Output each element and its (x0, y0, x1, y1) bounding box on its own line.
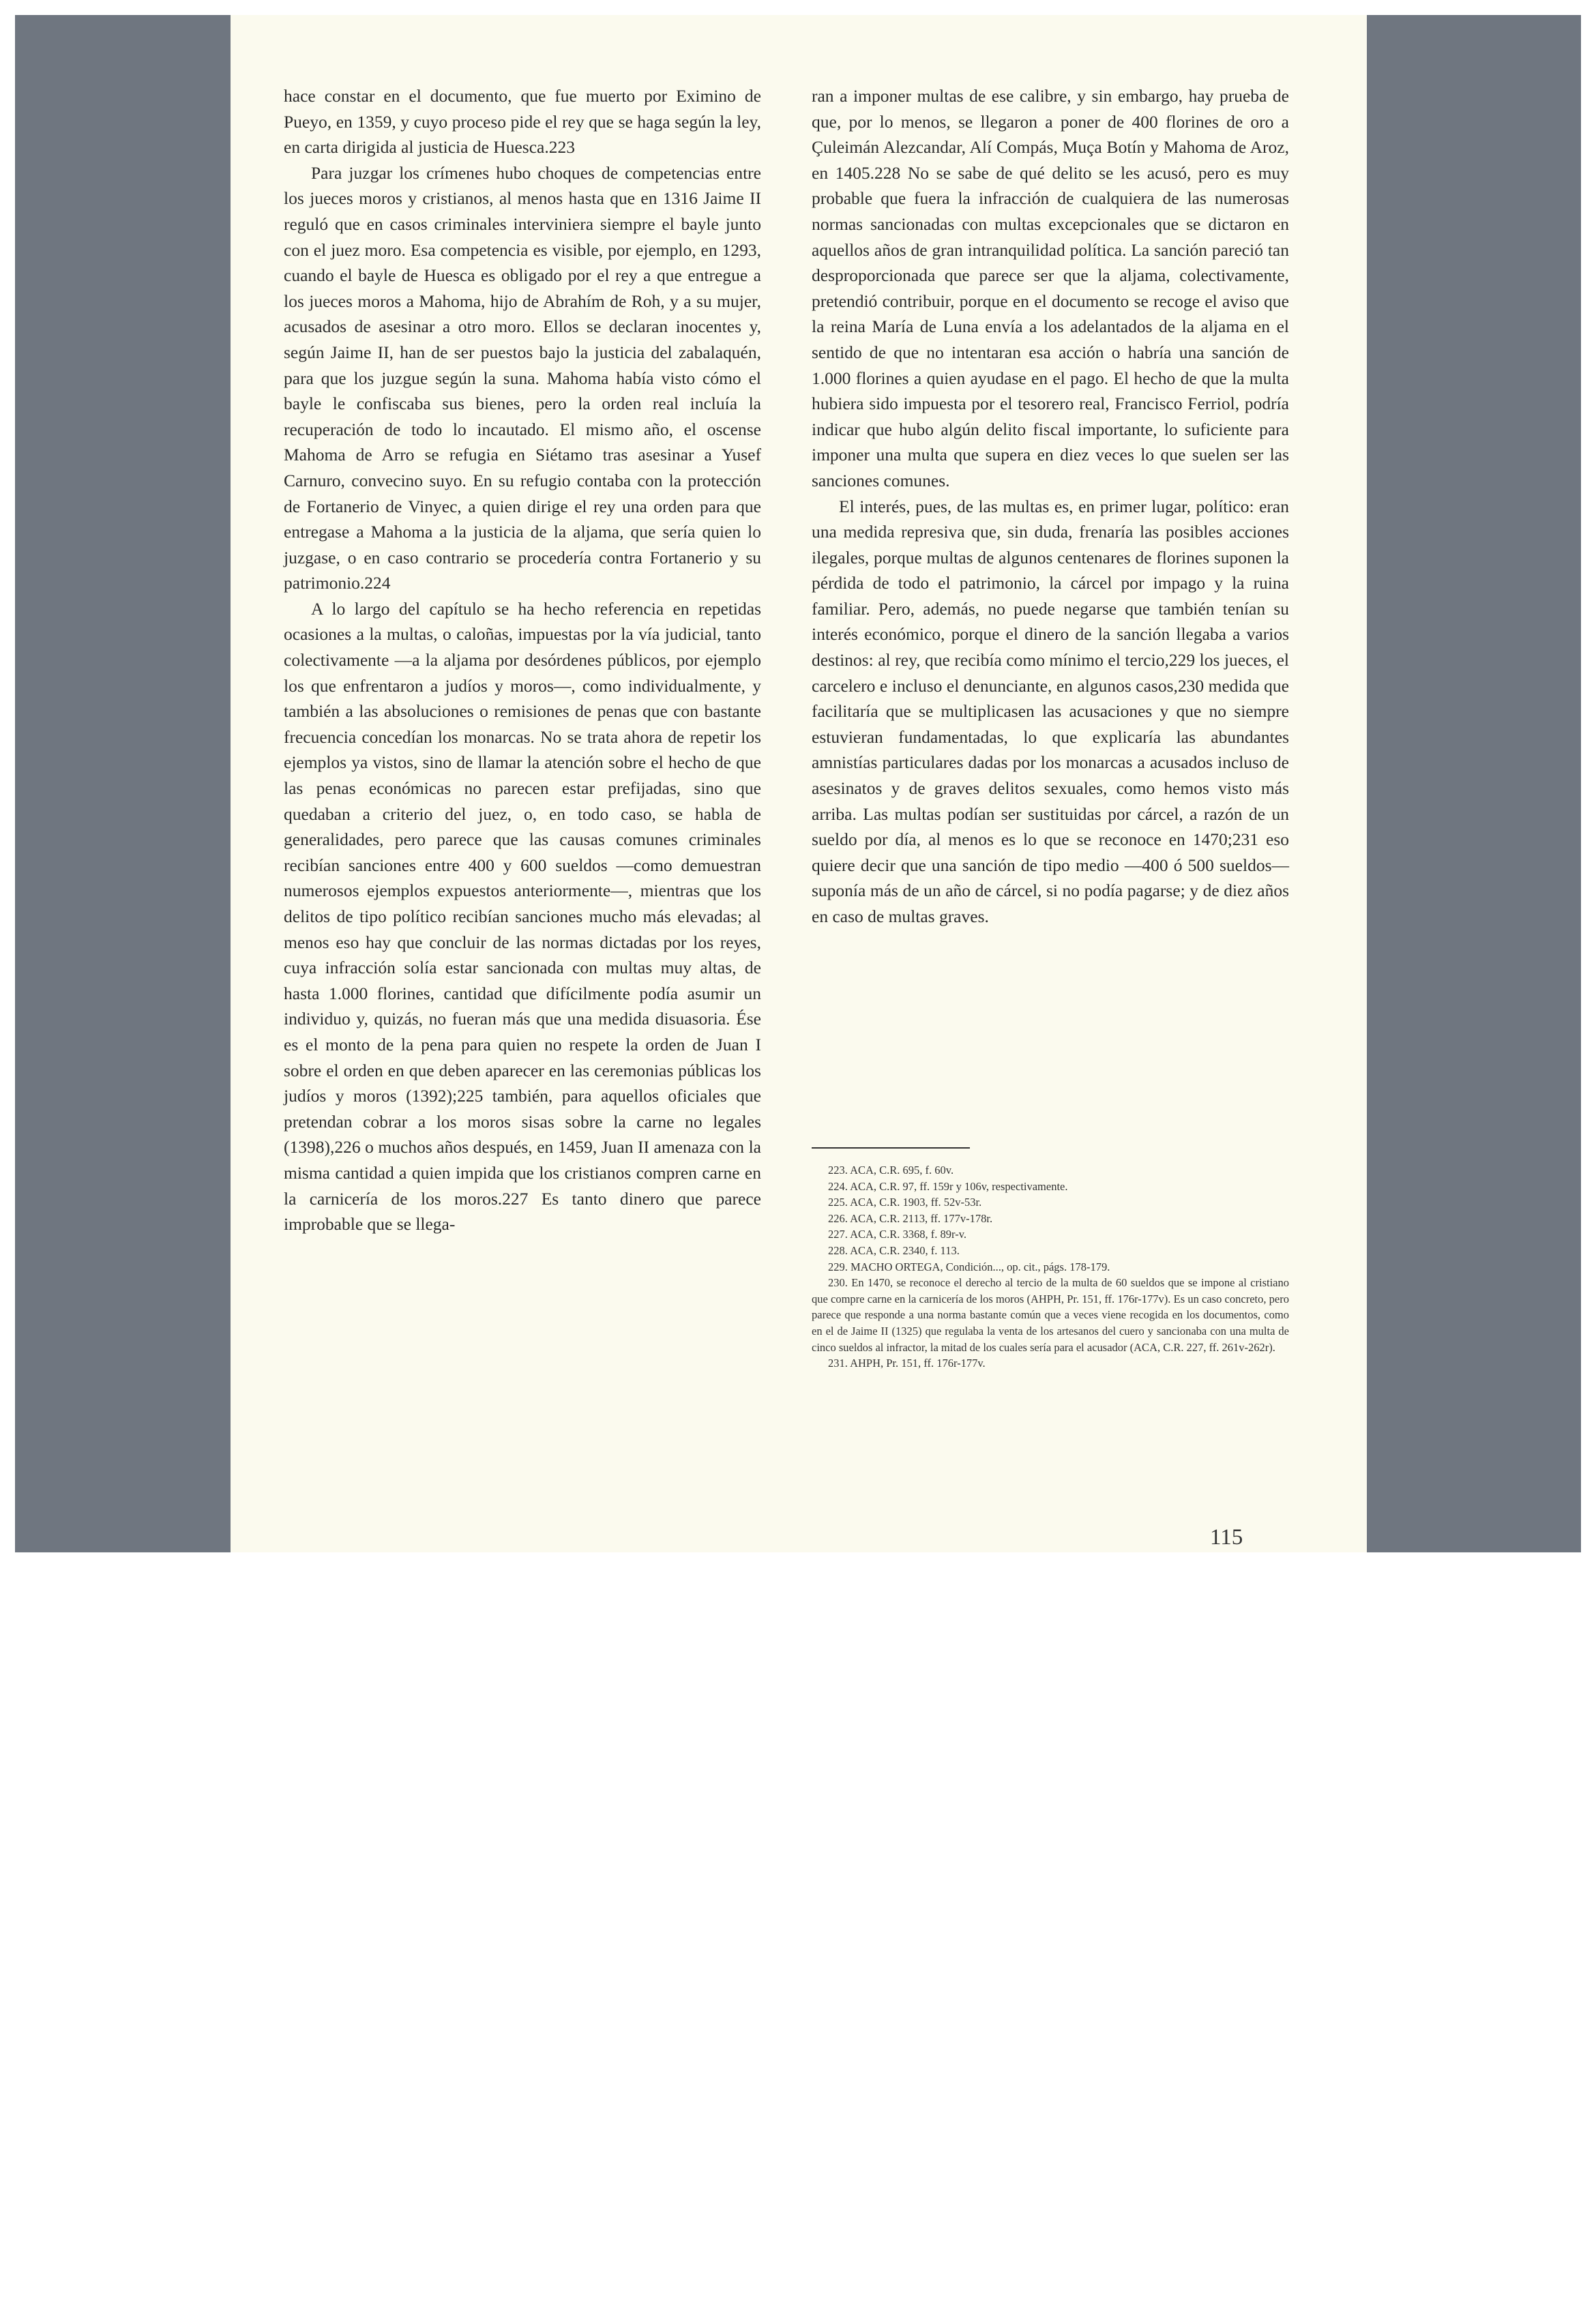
footnote: 228. ACA, C.R. 2340, f. 113. (828, 1243, 960, 1257)
left-text-column (284, 83, 761, 1237)
footnotes (812, 1147, 1289, 1372)
footnote: 225. ACA, C.R. 1903, ff. 52v-53r. (828, 1196, 982, 1209)
footnote-separator (812, 1147, 970, 1149)
footnote: 230. En 1470, se reconoce el derecho al tercio de la multa de 60 sueldos que se impone al cristiano que compre carne en la carnicería de los moros (AHPH, Pr. 151, ff. 176r-177v). Es un caso concreto, pero parece que responde a una norma bastante común que a veces viene recogida en los documentos, como en el de Jaime II (1325) que regulaba la venta de los artesanos del cuero y sancionaba con una multa de cinco sueldos al infractor, la mitad de los cuales sería para el acusador (ACA, C.R. 227, ff. 261v-262r). (812, 1276, 1289, 1354)
paragraph: ran a imponer multas de ese calibre, y sin embargo, hay prueba de que, por lo menos, se llegaron a poner de 400 florines de oro a Çuleimán Alezcandar, Alí Compás, Muça Botín y Mahoma de Aroz, en 1405.228 No se sabe de qué delito se les acusó, pero es muy probable que fuera la infracción de cualquiera de las numerosas normas sancionadas con multas excepcionales que se dictaron en aquellos años de gran intranquilidad política. La sanción pareció tan desproporcionada que parece ser que la aljama, colectivamente, pretendió contribuir, porque en el documento se recoge el aviso que la reina María de Luna envía a los adelantados de la aljama en el sentido de que no intentaran esa acción o habría una sanción de 1.000 florines a quien ayudase en el pago. El hecho de que la multa hubiera sido impuesta por el tesorero real, Francisco Ferriol, podría indicar que hubo algún delito fiscal importante, lo suficiente para imponer una multa que supera en diez veces lo que suelen ser las sanciones comunes. (812, 86, 1289, 490)
footnote: 227. ACA, C.R. 3368, f. 89r-v. (828, 1228, 967, 1241)
paragraph: El interés, pues, de las multas es, en primer lugar, político: eran una medida represiva que, sin duda, frenaría las posibles acciones ilegales, porque multas de algunos centenares de florines suponen la pérdida de todo el patrimonio, la cárcel por impago y la ruina familiar. Pero, además, no puede negarse que también tenían su interés económico, porque el dinero de la sanción llegaba a varios destinos: al rey, que recibía como mínimo el tercio,229 los jueces, el carcelero e incluso el denunciante, en algunos casos,230 medida que facilitaría que se multiplicasen las acusaciones y que no siempre estuvieran fundamentadas, lo que explicaría las abundantes amnistías particulares dadas por los monarcas a acusados incluso de asesinatos y de graves delitos sexuales, como hemos visto más arriba. Las multas podían ser sustituidas por cárcel, a razón de un sueldo por día, al menos es lo que se reconoce en 1470;231 eso quiere decir que una sanción de tipo medio —400 ó 500 sueldos— suponía más de un año de cárcel, si no podía pagarse; y de diez años en caso de multas graves. (812, 496, 1289, 926)
footnote: 229. MACHO ORTEGA, Condición..., op. cit., págs. 178-179. (828, 1260, 1110, 1273)
footnote: 224. ACA, C.R. 97, ff. 159r y 106v, respectivamente. (828, 1179, 1068, 1193)
footnote: 231. AHPH, Pr. 151, ff. 176r-177v. (828, 1357, 986, 1370)
right-text-column (812, 83, 1289, 930)
page-number: 115 (1210, 1525, 1243, 1550)
paragraph: A lo largo del capítulo se ha hecho referencia en repetidas ocasiones a la multas, o caloñas, impuestas por la vía judicial, tanto colectivamente —a la aljama por desórdenes públicos, por ejemplo los que enfrentaron a judíos y moros—, como individualmente, y también a las absoluciones o remisiones de penas que con bastante frecuencia concedían los monarcas. No se trata ahora de repetir los ejemplos ya vistos, sino de llamar la atención sobre el hecho de que las penas económicas no parecen estar prefijadas, sino que quedaban a criterio del juez, o, en todo caso, se habla de generalidades, pero parece que las causas comunes criminales recibían sanciones entre 400 y 600 sueldos —como demuestran numerosos ejemplos expuestos anteriormente—, mientras que los delitos de tipo político recibían sanciones mucho más elevadas; al menos eso hay que concluir de las normas dictadas por los reyes, cuya infracción solía estar sancionada con multas muy altas, de hasta 1.000 florines, cantidad que difícilmente podía asumir un individuo y, quizás, no fueran más que una medida disuasoria. Ése es el monto de la pena para quien no respete la orden de Juan I sobre el orden en que deben aparecer en las ceremonias públicas los judíos y moros (1392);225 también, para aquellos oficiales que pretendan cobrar a los moros sisas sobre la carne no legales (1398),226 o muchos años después, en 1459, Juan II amenaza con la misma cantidad a quien impida que los cristianos compren carne en la carnicería de los moros.227 Es tanto dinero que parece improbable que se llega- (284, 598, 761, 1235)
paragraph: hace constar en el documento, que fue muerto por Eximino de Pueyo, en 1359, y cuyo proceso pide el rey que se haga según la ley, en carta dirigida al justicia de Huesca.223 (284, 86, 761, 158)
paragraph: Para juzgar los crímenes hubo choques de competencias entre los jueces moros y cristianos, al menos hasta que en 1316 Jaime II reguló que en casos criminales interviniera siempre el bayle junto con el juez moro. Esa competencia es visible, por ejemplo, en 1293, cuando el bayle de Huesca es obligado por el rey a que entregue a los jueces moros a Mahoma, hijo de Abrahím de Roh, y a su mujer, acusados de asesinar a otro moro. Ellos se declaran inocentes y, según Jaime II, han de ser puestos bajo la justicia del zabalaquén, para que los juzgue según la suna. Mahoma había visto cómo el bayle le confiscaba sus bienes, pero la orden real incluía la recuperación de todo lo incautado. El mismo año, el oscense Mahoma de Arro se refugia en Siétamo tras asesinar a Yusef Carnuro, convecino suyo. En su refugio contaba con la protección de Fortanerio de Vinyec, a quien dirige el rey una orden para que entregase a Mahoma a la justicia de la aljama, que sería quien lo juzgase, o en caso contrario se procedería contra Fortanerio y su patrimonio.224 (284, 162, 761, 593)
footnote: 226. ACA, C.R. 2113, ff. 177v-178r. (828, 1211, 993, 1225)
book-page (231, 15, 1367, 1552)
footnote: 223. ACA, C.R. 695, f. 60v. (828, 1164, 954, 1177)
